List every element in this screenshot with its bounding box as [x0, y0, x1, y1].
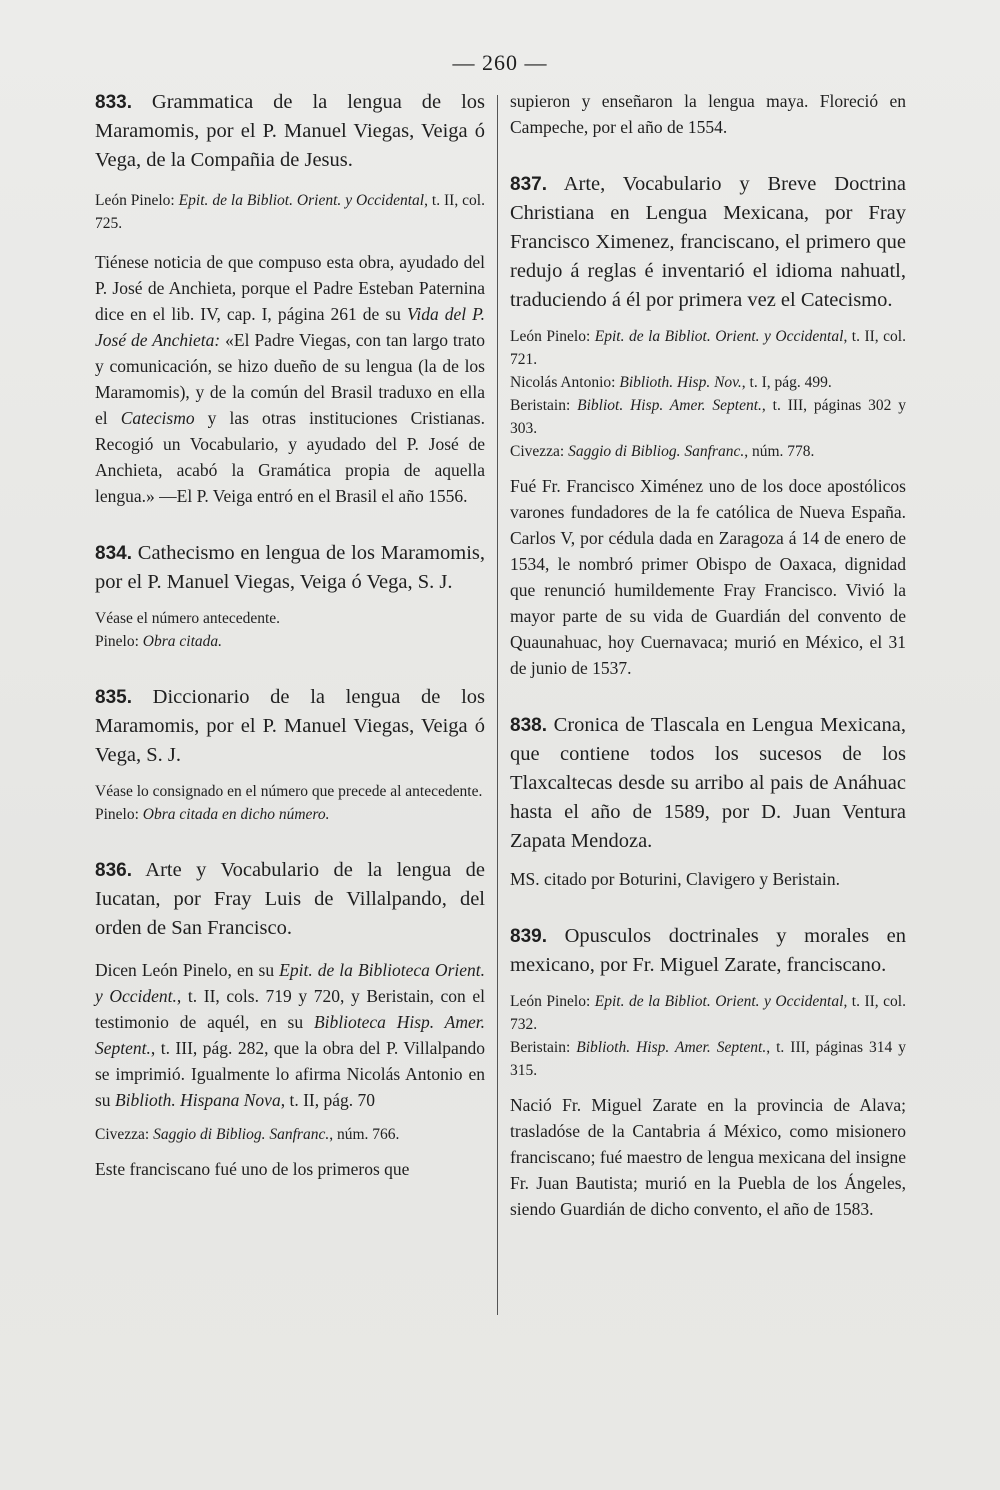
body-paragraph: supieron y enseñaron la lengua maya. Floreció en Campeche, por el año de 1554.: [510, 91, 906, 137]
citation: Civezza: Saggio di Bibliog. Sanfranc., núm. 766.: [95, 1126, 400, 1143]
spacer: [510, 980, 906, 990]
spacer: [95, 235, 485, 249]
body-paragraph: MS. citado por Boturini, Clavigero y Beristain.: [510, 869, 841, 889]
spacer: [95, 175, 485, 189]
body-paragraph: Dicen León Pinelo, en su Epit. de la Biblioteca Orient. y Occident., t. II, cols. 719 y 720, y Beristain, con el testimonio de aquél, en su Biblioteca Hisp. Amer. Septent., t. III, pág. 282, que la obra del P. Villalpando se imprimió. Igualmente lo afirma Nicolás Antonio en su Biblioth. Hispana Nova, t. II, pág. 70: [95, 960, 485, 1110]
entry-title-text: Cathecismo en lengua de los Maramomis, por el P. Manuel Viegas, Veiga ó Vega, S. J.: [95, 542, 485, 593]
right-column: [510, 88, 906, 1222]
entry-number: 839.: [510, 926, 547, 947]
entry-title-text: Cronica de Tlascala en Lengua Mexicana, que contiene todos los sucesos de los Tlaxcaltecas desde su arribo al pais de Anáhuac hasta el año de 1589, por D. Juan Ventura Zapata Mendoza.: [510, 714, 906, 852]
body-paragraph: Este franciscano fué uno de los primeros que: [95, 1159, 410, 1179]
spacer: [95, 826, 485, 856]
spacer: [95, 597, 485, 607]
spacer: [95, 1113, 485, 1123]
entry-title: [95, 88, 485, 175]
entry-title: [510, 170, 906, 315]
entry-number: 838.: [510, 715, 547, 736]
spacer: [510, 140, 906, 170]
entry-number: 836.: [95, 860, 132, 881]
citation: León Pinelo: Epit. de la Bibliot. Orient. y Occidental, t. II, col. 732.: [510, 993, 906, 1033]
citation: Beristain: Bibliot. Hisp. Amer. Septent., t. III, páginas 302 y 303.: [510, 397, 906, 437]
entry-number: 835.: [95, 687, 132, 708]
spacer: [95, 1146, 485, 1156]
entry-title-text: Opusculos doctrinales y morales en mexicano, por Fr. Miguel Zarate, franciscano.: [510, 925, 906, 976]
citation: Pinelo: Obra citada.: [95, 633, 223, 650]
spacer: [95, 509, 485, 539]
body-paragraph: Nació Fr. Miguel Zarate en la provincia de Alava; trasladóse de la Cantabria á México, como misionero franciscano; fué maestro de lengua mexicana del insigne Fr. Juan Bautista; murió en la Puebla de los Ángeles, siendo Guardián de dicho convento, el año de 1583.: [510, 1095, 907, 1219]
citation: León Pinelo: Epit. de la Bibliot. Orient. y Occidental, t. II, col. 725.: [95, 192, 485, 232]
spacer: [510, 315, 906, 325]
spacer: [510, 1082, 906, 1092]
entry-title: [95, 683, 485, 770]
spacer: [510, 681, 906, 711]
body-paragraph: Tiénese noticia de que compuso esta obra, ayudado del P. José de Anchieta, porque el Padre Esteban Paternina dice en el lib. IV, cap. I, página 261 de su Vida del P. José de Anchieta: «El Padre Viegas, con tan largo trato y comunicación, se hizo dueño de su lengua (la de los Maramomis), y de la común del Brasil traduxo en ella el Catecismo y las otras instituciones Cristianas. Recogió un Vocabulario, y ayudado del P. José de Anchieta, acabó la Gramática propia de aquella lengua.» —El P. Veiga entró en el Brasil el año 1556.: [95, 252, 486, 506]
spacer: [95, 653, 485, 683]
spacer: [510, 892, 906, 922]
column-divider: [497, 95, 498, 1315]
entry-title-text: Arte y Vocabulario de la lengua de Iucatan, por Fray Luis de Villalpando, del orden de San Francisco.: [95, 859, 485, 939]
entry-title-text: Arte, Vocabulario y Breve Doctrina Christiana en Lengua Mexicana, por Fray Francisco Ximenez, franciscano, el primero que redujo á reglas é inventarió el idioma nahuatl, traduciendo á él por primera vez el Catecismo.: [510, 173, 906, 311]
entry-title: [510, 922, 906, 980]
page-number: — 260 —: [452, 50, 548, 75]
citation: Nicolás Antonio: Biblioth. Hisp. Nov., t. I, pág. 499.: [510, 374, 832, 391]
body-paragraph: Fué Fr. Francisco Ximénez uno de los doce apostólicos varones fundadores de la fe católica de Nueva España. Carlos V, por cédula dada en Zaragoza á 14 de enero de 1534, le nombró primer Obispo de Oaxaca, dignidad que renunció humildemente Fray Francisco. Vivió la mayor parte de su vida de Guardián del convento de Quaunahuac, hoy Cuernavaca; murió en México, el 31 de junio de 1537.: [510, 476, 906, 678]
entry-title: [95, 539, 485, 597]
spacer: [95, 943, 485, 957]
citation: León Pinelo: Epit. de la Bibliot. Orient. y Occidental, t. II, col. 721.: [510, 328, 906, 368]
entry-number: 834.: [95, 543, 132, 564]
entry-title: [95, 856, 485, 943]
entry-title-text: Diccionario de la lengua de los Maramomis, por el P. Manuel Viegas, Veiga ó Vega, S. J.: [95, 686, 485, 766]
spacer: [510, 856, 906, 866]
entry-title: [510, 711, 906, 856]
citation: Véase lo consignado en el número que precede al antecedente.: [95, 783, 483, 800]
spacer: [95, 770, 485, 780]
citation: Véase el número antecedente.: [95, 610, 281, 627]
spacer: [510, 463, 906, 473]
entry-number: 837.: [510, 174, 547, 195]
entry-number: 833.: [95, 92, 132, 113]
citation: Beristain: Biblioth. Hisp. Amer. Septent., t. III, páginas 314 y 315.: [510, 1039, 906, 1079]
citation: Civezza: Saggio di Bibliog. Sanfranc., núm. 778.: [510, 443, 815, 460]
entry-title-text: Grammatica de la lengua de los Maramomis, por el P. Manuel Viegas, Veiga ó Vega, de la Compañia de Jesus.: [95, 91, 485, 171]
citation: Pinelo: Obra citada en dicho número.: [95, 806, 330, 823]
left-column: [95, 88, 485, 1182]
